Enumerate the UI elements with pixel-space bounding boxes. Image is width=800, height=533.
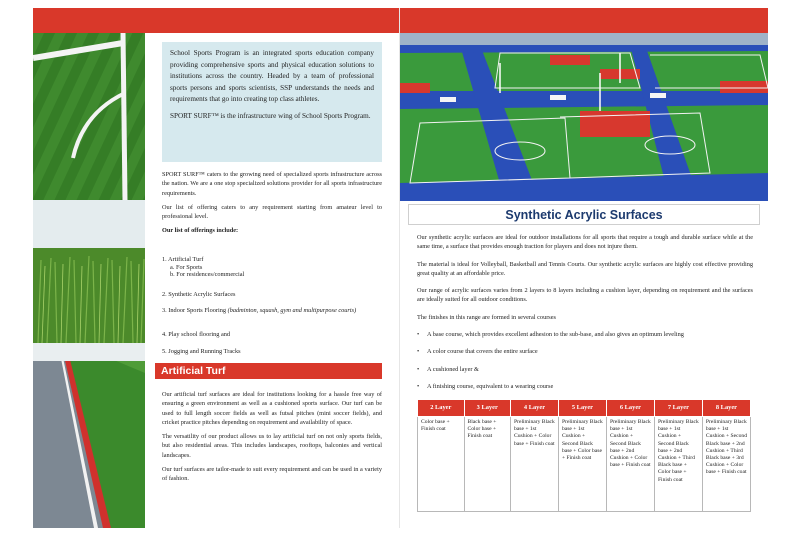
- list-item: • A cushioned layer &: [417, 365, 753, 374]
- synthetic-acrylic-heading: Synthetic Acrylic Surfaces: [408, 204, 760, 225]
- list-item: • A color course that covers the entire surface: [417, 347, 753, 356]
- column-header: 8 Layer: [702, 400, 750, 417]
- column-header: 6 Layer: [606, 400, 654, 417]
- acrylic-paragraph-4: The finishes in this range are formed in several courses: [417, 313, 557, 321]
- acrylic-body-text: [417, 233, 753, 399]
- column-header: 5 Layer: [558, 400, 606, 417]
- course-bullet-list: [417, 330, 753, 391]
- offering-item-1a: a. For Sports: [170, 263, 203, 271]
- turf-paragraph-2: The versatility of our product allows us to lay artificial turf on not only sports fields, but also residential areas. This includes landscapes, rooftops, balconies and vertical landscapes.: [162, 433, 382, 459]
- offering-item-2: 2. Synthetic Acrylic Surfaces: [162, 291, 236, 298]
- left-body-text: [162, 170, 382, 241]
- table-cell: Preliminary Black base + 1st Cushion + Second Black base + 2nd Cushion + Color base + Finish coat: [606, 417, 654, 512]
- table-cell: Preliminary Black base + 1st Cushion + Second Black base + 2nd Cushion + Third Black base + 3rd Cushion + Color base + Finish coat: [702, 417, 750, 512]
- column-header: 2 Layer: [418, 400, 465, 417]
- offering-item-4: 4. Play school flooring and: [162, 331, 231, 338]
- table-header-row: [418, 400, 751, 417]
- list-item: • A base course, which provides excellent adhesion to the sub-base, and also gives an optimum leveling: [417, 330, 753, 339]
- intro-sport-surf-note: SPORT SURF™ is the infrastructure wing of School Sports Program.: [170, 111, 371, 120]
- soccer-field-corner-photo: [33, 33, 145, 200]
- top-banner: [33, 8, 768, 33]
- about-paragraph: SPORT SURF™ caters to the growing need of specialized sports infrastructure across the nation. We are a one stop specialized solutions provider for all sports infrastructure requirements.: [162, 171, 382, 197]
- artificial-turf-text: [162, 390, 382, 489]
- acrylic-paragraph-2: The material is ideal for Volleyball, Basketball and Tennis Courts. Our synthetic acrylic surfaces are highly cost effective providing great quality at an affordable price.: [417, 260, 753, 277]
- turf-paragraph-3: Our turf surfaces are tailor-made to suit every requirement and can be used in a variety of fashion.: [162, 466, 382, 483]
- table-cell: Preliminary Black base + 1st Cushion + Second Black base + Color base + Finish coat: [558, 417, 606, 512]
- table-cell: Black base + Color base + Finish coat: [464, 417, 510, 512]
- offering-item-3-label: 3. Indoor Sports Flooring: [162, 307, 227, 314]
- offering-paragraph: Our list of offering caters to any requirement starting from amateur level to professional level.: [162, 203, 382, 221]
- acrylic-paragraph-3: Our range of acrylic surfaces varies from 2 layers to 8 layers including a cushion layer, depending on requirement and the surfaces are ideally suited for all outdoor conditions.: [417, 287, 753, 304]
- artificial-turf-heading: Artificial Turf: [155, 363, 382, 379]
- layer-table: [417, 399, 751, 512]
- intro-paragraph: School Sports Program is an integrated sports education company providing comprehensive sports and physical education solutions to institutions across the country. Headed by a team of professional sports persons and sports scientists, SSP understands the needs and requirements that go into creating top class athletes.: [170, 49, 374, 103]
- acrylic-courts-photo: [400, 33, 768, 201]
- table-cell: Preliminary Black base + 1st Cushion + Color base + Finish coat: [510, 417, 558, 512]
- turf-paragraph-1: Our artificial turf surfaces are ideal for institutions looking for a hassle free way of ensuring a green environment as well as a cushioned sports surface. Our turf can be used to full length soccer fields as well as futsal pitches (mini soccer fields), and cricket practice pitches depending on requirement and availability of space.: [162, 391, 382, 426]
- running-track-photo: [33, 343, 145, 528]
- offering-item-1b: b. For residences/commercial: [170, 271, 245, 279]
- table-cell: Color base + Finish coat: [418, 417, 465, 512]
- turf-grass-closeup-photo: [33, 200, 145, 343]
- offering-item-5: 5. Jogging and Running Tracks: [162, 348, 241, 355]
- offerings-list: [162, 256, 382, 279]
- table-row: [418, 417, 751, 512]
- acrylic-paragraph-1: Our synthetic acrylic surfaces are ideal for outdoor installations for all sports that require a tough and durable surface while at the same time, a surface that provides enough traction for players and does not injure them.: [417, 234, 753, 251]
- column-header: 4 Layer: [510, 400, 558, 417]
- column-header: 7 Layer: [654, 400, 702, 417]
- table-cell: Preliminary Black base + 1st Cushion + Second Black base + 2nd Cushion + Third Black base + Color base + Finish coat: [654, 417, 702, 512]
- list-item: • A finishing course, equivalent to a wearing course: [417, 382, 753, 391]
- column-header: 3 Layer: [464, 400, 510, 417]
- offering-item-3-note: (badminton, squash, gym and multipurpose courts): [227, 307, 357, 314]
- offerings-heading: Our list of offerings include:: [162, 227, 239, 235]
- offering-item-3: [162, 307, 382, 315]
- offering-item-1: 1. Artificial Turf: [162, 256, 204, 263]
- intro-box: [162, 42, 382, 162]
